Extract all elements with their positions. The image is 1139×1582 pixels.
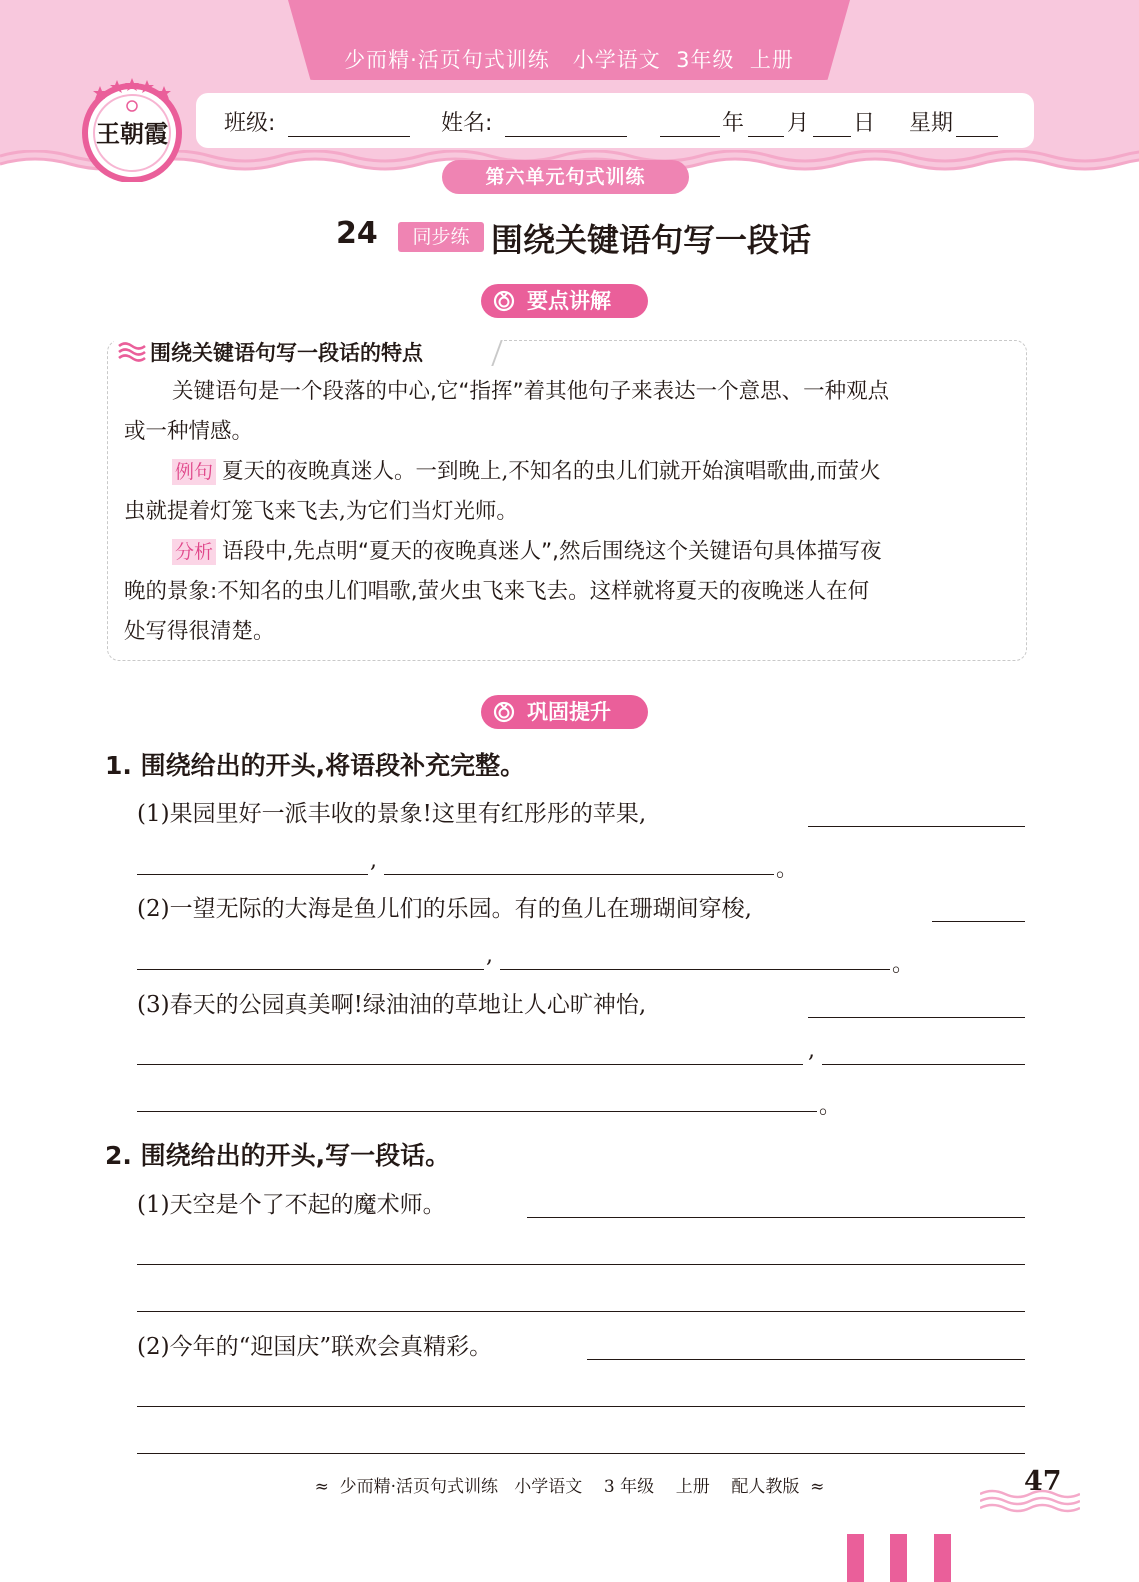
unit-banner: 第六单元句式训练 — [442, 160, 689, 194]
practice-label: 巩固提升 — [527, 700, 611, 724]
page-number: 47 — [1024, 1466, 1062, 1497]
analysis-line-2: 晚的景象:不知名的虫儿们唱歌,萤火虫飞来飞去。这样就将夏天的夜晚迷人在何 — [124, 579, 870, 604]
q1-item-3: (3)春天的公园真美啊!绿油油的草地让人心旷神怡, — [137, 992, 647, 1018]
brand-logo-icon — [80, 78, 184, 182]
q1-item-2: (2)一望无际的大海是鱼儿们的乐园。有的鱼儿在珊瑚间穿梭, — [137, 896, 752, 922]
svg-text:王朝霞: 王朝霞 — [96, 119, 168, 148]
year-field[interactable] — [660, 136, 720, 137]
day-field[interactable] — [813, 136, 851, 137]
month-label: 月 — [787, 111, 810, 136]
q1-item-1: (1)果园里好一派丰收的景象!这里有红彤彤的苹果, — [137, 801, 647, 827]
page-tab-bar — [934, 1534, 951, 1582]
answer-line[interactable] — [500, 969, 890, 970]
example-line-cont: 虫就提着灯笼飞来飞去,为它们当灯光师。 — [124, 499, 518, 524]
answer-line[interactable] — [932, 921, 1025, 922]
intro-text-cont: 或一种情感。 — [124, 419, 254, 444]
intro-text: 关键语句是一个段落的中心,它“指挥”着其他句子来表达一个意思、一种观点 — [172, 379, 890, 404]
answer-line[interactable] — [587, 1359, 1025, 1360]
q2-item-2: (2)今年的“迎国庆”联欢会真精彩。 — [137, 1334, 493, 1360]
year-label: 年 — [722, 111, 745, 136]
answer-line[interactable] — [137, 1064, 803, 1065]
wave-icon — [118, 340, 146, 362]
lesson-number: 24 — [336, 216, 378, 251]
lesson-title: 围绕关键语句写一段话 — [491, 221, 812, 259]
question-2-heading: 2. 围绕给出的开头,写一段话。 — [105, 1141, 451, 1170]
answer-line[interactable] — [822, 1064, 1025, 1065]
analysis-line: 分析 语段中,先点明“夏天的夜晚真迷人”,然后围绕这个关键语句具体描写夜 — [124, 532, 1009, 572]
answer-line[interactable] — [137, 1111, 817, 1112]
page-tab-bar — [890, 1534, 907, 1582]
answer-line[interactable] — [527, 1217, 1025, 1218]
month-field[interactable] — [748, 136, 784, 137]
class-label: 班级: — [224, 111, 276, 136]
name-label: 姓名: — [441, 111, 493, 136]
class-field[interactable] — [288, 136, 410, 137]
medal-icon — [493, 701, 515, 723]
q2-item-1: (1)天空是个了不起的魔术师。 — [137, 1192, 446, 1218]
question-1-heading: 1. 围绕给出的开头,将语段补充完整。 — [105, 751, 526, 780]
page-tab-bar — [847, 1534, 864, 1582]
answer-line[interactable] — [808, 826, 1025, 827]
key-points-heading: 围绕关键语句写一段话的特点 — [150, 341, 423, 365]
footer-text: ≈ 少而精·活页句式训练 小学语文 3 年级 上册 配人教版 ≈ — [314, 1477, 825, 1497]
analysis-tag: 分析 — [172, 539, 216, 565]
answer-line[interactable] — [137, 874, 368, 875]
answer-line[interactable] — [808, 1017, 1025, 1018]
example-tag: 例句 — [172, 459, 216, 485]
medal-icon — [493, 290, 515, 312]
weekday-field[interactable] — [956, 136, 998, 137]
practice-pill — [481, 695, 648, 729]
answer-line[interactable] — [384, 874, 774, 875]
answer-line[interactable] — [137, 1406, 1025, 1407]
answer-line[interactable] — [137, 1264, 1025, 1265]
series-title: 少而精·活页句式训练 小学语文 3年级 上册 — [344, 48, 794, 72]
lesson-badge: 同步练 — [398, 222, 484, 252]
example-line: 例句 夏天的夜晚真迷人。一到晚上,不知名的虫儿们就开始演唱歌曲,而萤火 — [124, 452, 1009, 492]
name-field[interactable] — [505, 136, 627, 137]
answer-line[interactable] — [137, 1311, 1025, 1312]
key-points-label: 要点讲解 — [527, 289, 611, 313]
analysis-line-3: 处写得很清楚。 — [124, 619, 275, 644]
weekday-label: 星期 — [909, 111, 954, 136]
answer-line[interactable] — [137, 1453, 1025, 1454]
answer-line[interactable] — [137, 969, 484, 970]
day-label: 日 — [853, 111, 876, 136]
key-points-pill — [481, 284, 648, 318]
